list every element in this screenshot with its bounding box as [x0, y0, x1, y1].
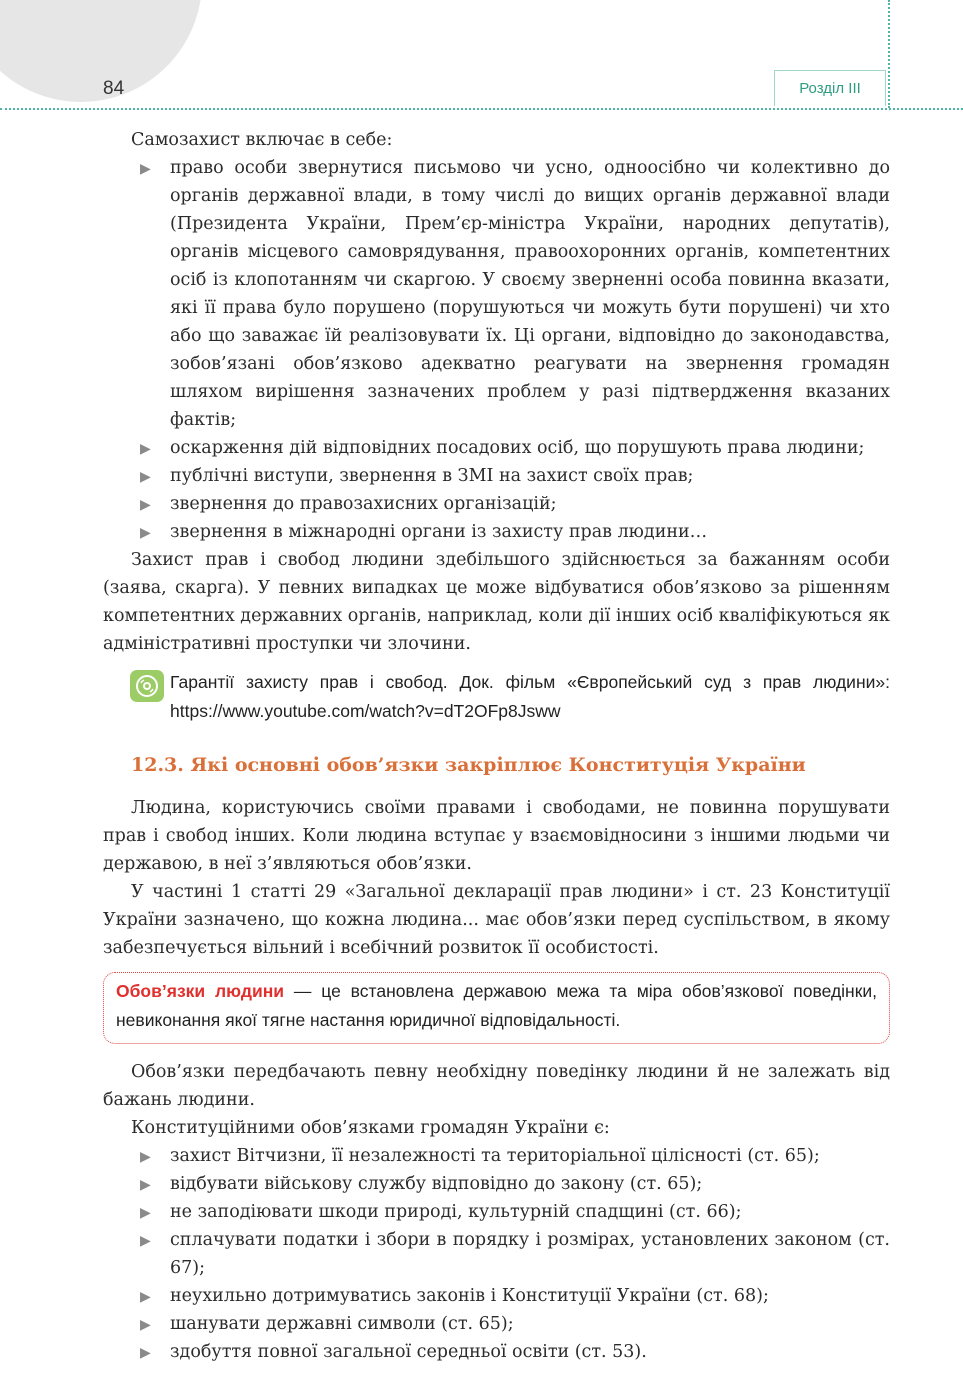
media-link-text[interactable]: Гарантії захисту прав і свобод. Док. фільм «Європейський суд з прав людини»: https://www.youtube.com/watch?v=dT2OFp8Jsww — [170, 672, 890, 721]
list-item: ▶ неухильно дотримуватись законів і Конституції України (ст. 68); — [103, 1282, 890, 1310]
duties-paragraph-1: Людина, користуючись своїми правами і свободами, не повинна порушувати прав і свобод інших. Коли людина вступає у взаємовідносини з іншими людьми чи державою, в неї з’являються обов’язки. — [103, 798, 890, 874]
list-item: ▶ захист Вітчизни, її незалежності та територіальної цілісності (ст. 65); — [103, 1142, 890, 1170]
section-heading: 12.3. Які основні обов’язки закріплює Конституція України — [131, 754, 806, 776]
header-divider-horizontal — [0, 108, 963, 110]
section-label: Розділ III — [799, 80, 861, 97]
list-item: ▶ не заподіювати шкоди природі, культурній спадщині (ст. 66); — [103, 1198, 890, 1226]
bullet-arrow-icon: ▶ — [140, 525, 151, 541]
bullet-arrow-icon: ▶ — [140, 497, 151, 513]
definition-box — [103, 972, 890, 1044]
list-item: ▶ звернення в міжнародні органи із захисту прав людини… — [103, 518, 890, 546]
list-item: ▶ публічні виступи, звернення в ЗМІ на захист своїх прав; — [103, 462, 890, 490]
list-item: ▶ відбувати військову службу відповідно до закону (ст. 65); — [103, 1170, 890, 1198]
bullet-arrow-icon: ▶ — [140, 1233, 151, 1249]
bullet-arrow-icon: ▶ — [140, 1317, 151, 1333]
corner-decoration — [0, 0, 202, 102]
bullet-arrow-icon: ▶ — [140, 1205, 151, 1221]
section-tab — [774, 70, 886, 106]
bullet-arrow-icon: ▶ — [140, 441, 151, 457]
list-item: ▶ сплачувати податки і збори в порядку і розмірах, установлених законом (ст. 67); — [103, 1226, 890, 1282]
duties-paragraph-2: У частині 1 статті 29 «Загальної декларації прав людини» і ст. 23 Конституції України зазначено, що кожна людина... має обов’язки перед суспільством, в якому забезпечується вільний і всебічний розвиток її особистості. — [103, 882, 890, 958]
self-defense-list — [103, 154, 890, 546]
media-reference — [103, 668, 890, 726]
page-content — [103, 126, 890, 1366]
definition-text: — це встановлена державою межа та міра обов’язкової поведінки, невиконання якої тягне настання юридичної відповідальності. — [116, 981, 877, 1030]
header-divider-vertical — [888, 0, 890, 108]
bullet-arrow-icon: ▶ — [140, 1149, 151, 1165]
list-item: ▶ право особи звернутися письмово чи усно, одноосібно чи колективно до органів державної влади, в тому числі до вищих органів державної влади (Президента України, Прем’єр-міністра України, народних депутатів), органів місцевого самоврядування, правоохоронних органів, компетентних осіб із клопотанням чи скаргою. У своєму зверненні особа повинна вказати, які її права було порушено (порушуються чи можуть бути порушені) чи хто або що заважає їй реалізовувати їх. Ці органи, відповідно до законодавства, зобов’язані обов’язково адекватно реагувати на звернення громадян шляхом вирішення зазначених проблем у разі підтвердження вказаних фактів; — [103, 154, 890, 434]
bullet-arrow-icon: ▶ — [140, 1345, 151, 1361]
list-item: ▶ здобуття повної загальної середньої освіти (ст. 53). — [103, 1338, 890, 1366]
duties-lead: Конституційними обов’язками громадян України є: — [131, 1118, 610, 1138]
list-item: ▶ оскарження дій відповідних посадових осіб, що порушують права людини; — [103, 434, 890, 462]
disc-icon — [130, 670, 164, 702]
list-item: ▶ звернення до правозахисних організацій; — [103, 490, 890, 518]
list-item: ▶ шанувати державні символи (ст. 65); — [103, 1310, 890, 1338]
definition-term: Обов’язки людини — [116, 981, 285, 1001]
bullet-arrow-icon: ▶ — [140, 161, 151, 177]
bullet-arrow-icon: ▶ — [140, 1177, 151, 1193]
page-number: 84 — [103, 78, 125, 99]
bullet-arrow-icon: ▶ — [140, 1289, 151, 1305]
duties-list — [103, 1142, 890, 1366]
duties-paragraph-3: Обов’язки передбачають певну необхідну поведінку людини й не залежать від бажань людини. — [103, 1062, 890, 1110]
self-defense-lead: Самозахист включає в себе: — [131, 130, 393, 150]
protection-paragraph: Захист прав і свобод людини здебільшого здійснюється за бажанням особи (заява, скарга). У певних випадках це може відбуватися обов’язково за рішенням компетентних державних органів, наприклад, коли дії інших осіб кваліфікуються як адміністративні проступки чи злочини. — [103, 550, 890, 654]
bullet-arrow-icon: ▶ — [140, 469, 151, 485]
